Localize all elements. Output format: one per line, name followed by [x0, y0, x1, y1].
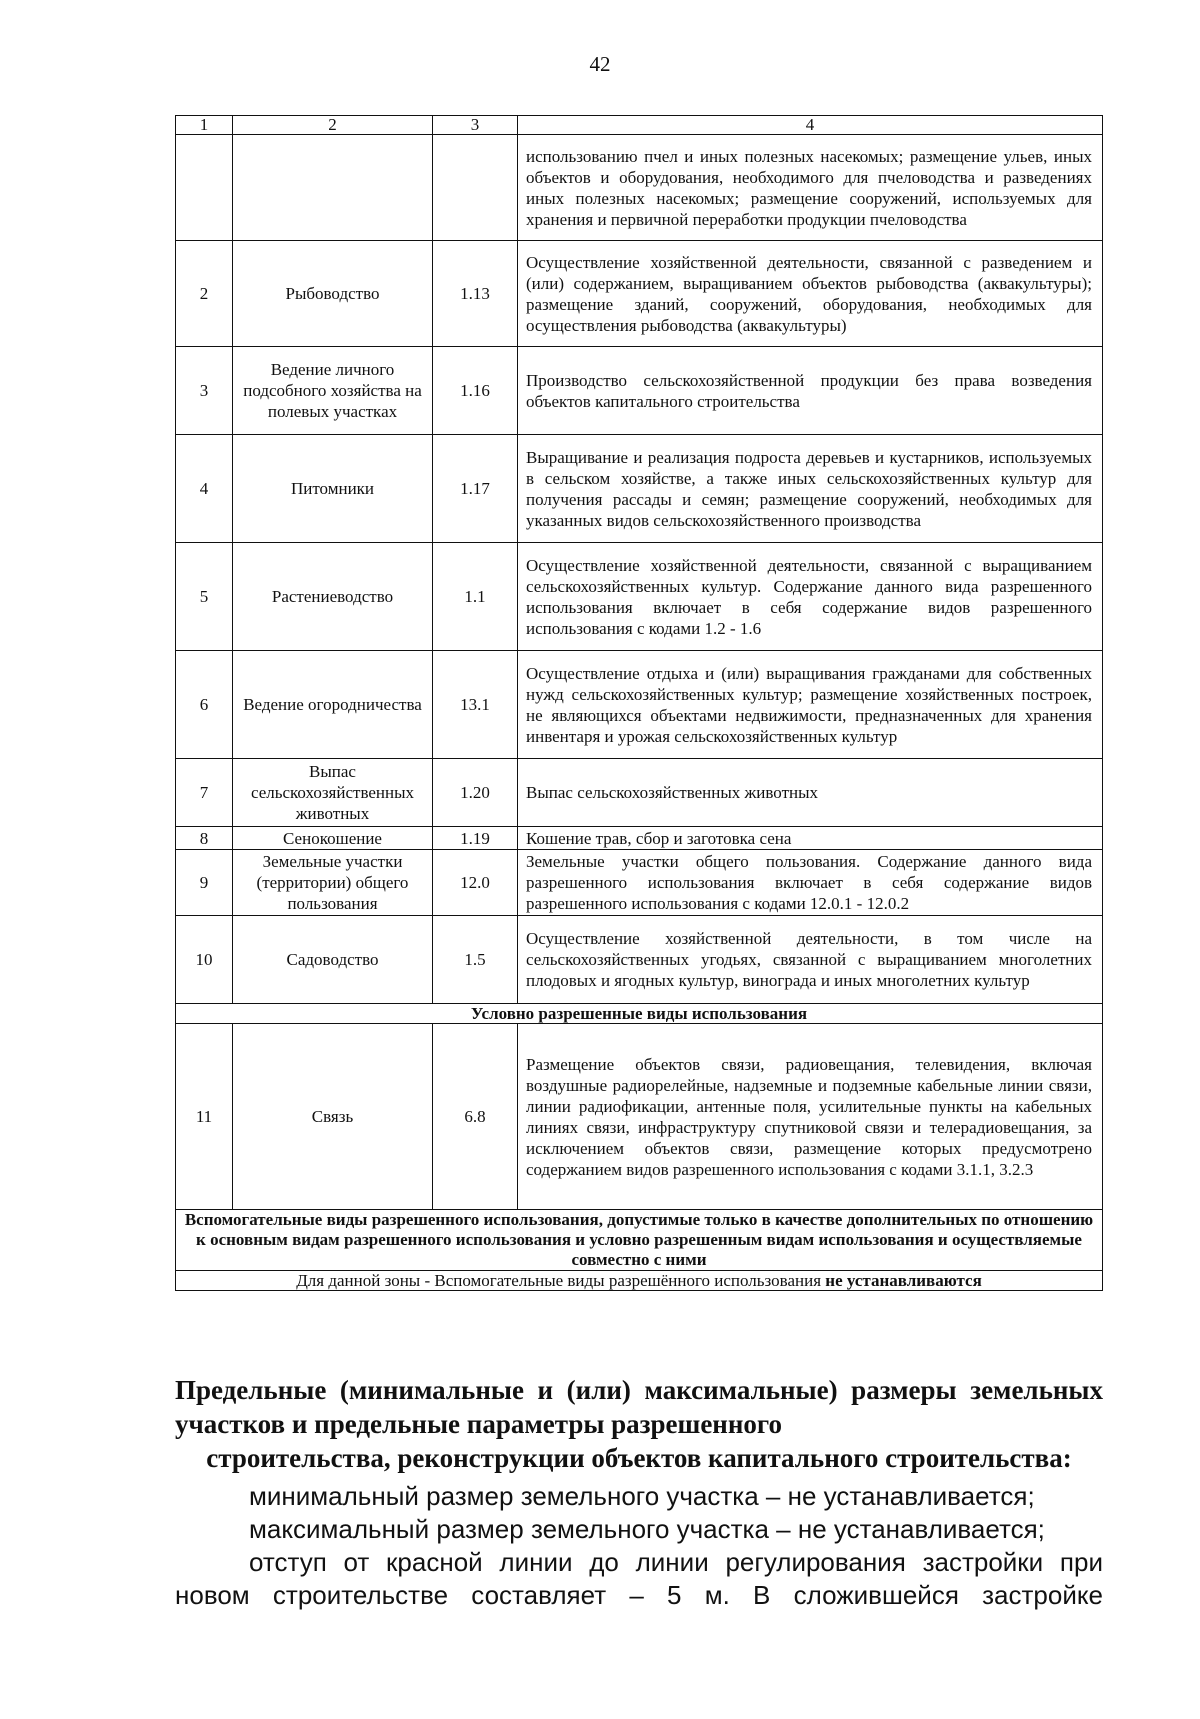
row-description: использованию пчел и иных полезных насекомых; размещение ульев, иных объектов и оборудования, необходимого для пчеловодства и разведениях иных полезных насекомых; размещение сооружений, используемых для хранения и первичной переработки продукции пчеловодства	[518, 135, 1103, 241]
row-use-name: Сенокошение	[233, 827, 433, 850]
table-row	[176, 850, 1103, 916]
row-code: 1.16	[433, 347, 518, 435]
table-section-row	[176, 1004, 1103, 1024]
row-code: 1.1	[433, 543, 518, 651]
row-description: Производство сельскохозяйственной продукции без права возведения объектов капитального строительства	[518, 347, 1103, 435]
row-number: 8	[176, 827, 233, 850]
section-heading	[175, 1373, 1103, 1475]
row-use-name: Растениеводство	[233, 543, 433, 651]
row-code: 1.17	[433, 435, 518, 543]
row-number: 6	[176, 651, 233, 759]
parameters-text	[175, 1480, 1103, 1612]
table-row	[176, 651, 1103, 759]
row-number: 10	[176, 916, 233, 1004]
row-code: 1.19	[433, 827, 518, 850]
auxiliary-uses-note	[176, 1271, 1103, 1291]
row-number: 2	[176, 241, 233, 347]
heading-text: Предельные (минимальные и (или) максимальные) размеры земельных участков и предельные параметры разрешенного	[175, 1375, 1103, 1439]
row-code: 6.8	[433, 1024, 518, 1210]
table-row	[176, 1024, 1103, 1210]
row-use-name: Питомники	[233, 435, 433, 543]
row-code: 12.0	[433, 850, 518, 916]
page-number: 42	[589, 52, 611, 76]
row-description: Выращивание и реализация подроста деревьев и кустарников, используемых в сельском хозяйстве, а также иных сельскохозяйственных культур для получения рассады и семян; размещение сооружений, необходимых для указанных видов сельскохозяйственного производства	[518, 435, 1103, 543]
table-row	[176, 435, 1103, 543]
row-description: Осуществление отдыха и (или) выращивания гражданами для собственных нужд сельскохозяйственных культур; размещение хозяйственных построек, не являющихся объектами недвижимости, предназначенных для хранения инвентаря и урожая сельскохозяйственных культур	[518, 651, 1103, 759]
row-use-name: Земельные участки (территории) общего пользования	[233, 850, 433, 916]
row-description: Размещение объектов связи, радиовещания, телевидения, включая воздушные радиорелейные, надземные и подземные кабельные линии связи, линии радиофикации, антенные поля, усилительные пункты на кабельных линиях связи, инфраструктуру спутниковой связи и телерадиовещания, за исключением объектов связи, размещение которых предусмотрено содержанием видов разрешенного использования с кодами 3.1.1, 3.2.3	[518, 1024, 1103, 1210]
table-section-row	[176, 1210, 1103, 1271]
row-use-name: Связь	[233, 1024, 433, 1210]
table-row	[176, 241, 1103, 347]
row-number: 11	[176, 1024, 233, 1210]
paragraph: минимальный размер земельного участка – не устанавливается;	[249, 1481, 1035, 1511]
row-code: 1.13	[433, 241, 518, 347]
table-row	[176, 759, 1103, 827]
row-description: Земельные участки общего пользования. Содержание данного вида разрешенного использования включает в себя содержание видов разрешенного использования с кодами 12.0.1 - 12.0.2	[518, 850, 1103, 916]
header-cell: 4	[518, 116, 1103, 135]
heading-text-last-line: строительства, реконструкции объектов капитального строительства:	[206, 1443, 1072, 1473]
note-text: Для данной зоны - Вспомогательные виды разрешённого использования	[296, 1271, 826, 1290]
auxiliary-uses-title: Вспомогательные виды разрешенного использования, допустимые только в качестве дополнительных по отношению к основным видам разрешенного использования и условно разрешенным видам использования и осуществляемые совместно с ними	[176, 1210, 1103, 1271]
row-use-name: Ведение огородничества	[233, 651, 433, 759]
table-row	[176, 135, 1103, 241]
note-emphasis: не устанавливаются	[825, 1271, 982, 1290]
table-note-row	[176, 1271, 1103, 1291]
row-use-name: Выпас сельскохозяйственных животных	[233, 759, 433, 827]
table-row	[176, 916, 1103, 1004]
conditional-uses-title: Условно разрешенные виды использования	[176, 1004, 1103, 1024]
table-row	[176, 827, 1103, 850]
row-number: 9	[176, 850, 233, 916]
header-cell: 3	[433, 116, 518, 135]
permitted-use-table	[175, 115, 1103, 1291]
row-use-name: Рыбоводство	[233, 241, 433, 347]
paragraph: отступ от красной линии до линии регулирования застройки при новом строительстве составляет – 5 м. В сложившейся застройке	[175, 1547, 1103, 1610]
row-description: Выпас сельскохозяйственных животных	[518, 759, 1103, 827]
table-row	[176, 347, 1103, 435]
row-number: 3	[176, 347, 233, 435]
header-cell: 1	[176, 116, 233, 135]
row-description: Кошение трав, сбор и заготовка сена	[518, 827, 1103, 850]
row-use-name: Садоводство	[233, 916, 433, 1004]
row-number: 5	[176, 543, 233, 651]
row-code: 1.20	[433, 759, 518, 827]
row-number: 4	[176, 435, 233, 543]
row-number: 7	[176, 759, 233, 827]
paragraph: максимальный размер земельного участка – не устанавливается;	[249, 1514, 1045, 1544]
row-code: 1.5	[433, 916, 518, 1004]
row-description: Осуществление хозяйственной деятельности, в том числе на сельскохозяйственных угодьях, связанной с выращиванием многолетних плодовых и ягодных культур, винограда и иных многолетних культур	[518, 916, 1103, 1004]
table-header-row	[176, 116, 1103, 135]
row-use-name: Ведение личного подсобного хозяйства на полевых участках	[233, 347, 433, 435]
row-description: Осуществление хозяйственной деятельности, связанной с выращиванием сельскохозяйственных культур. Содержание данного вида разрешенного использования включает в себя содержание видов разрешенного использования с кодами 1.2 - 1.6	[518, 543, 1103, 651]
table-row	[176, 543, 1103, 651]
row-code: 13.1	[433, 651, 518, 759]
header-cell: 2	[233, 116, 433, 135]
row-description: Осуществление хозяйственной деятельности, связанной с разведением и (или) содержанием, выращиванием объектов рыбоводства (аквакультуры); размещение зданий, сооружений, оборудования, необходимых для осуществления рыбоводства (аквакультуры)	[518, 241, 1103, 347]
